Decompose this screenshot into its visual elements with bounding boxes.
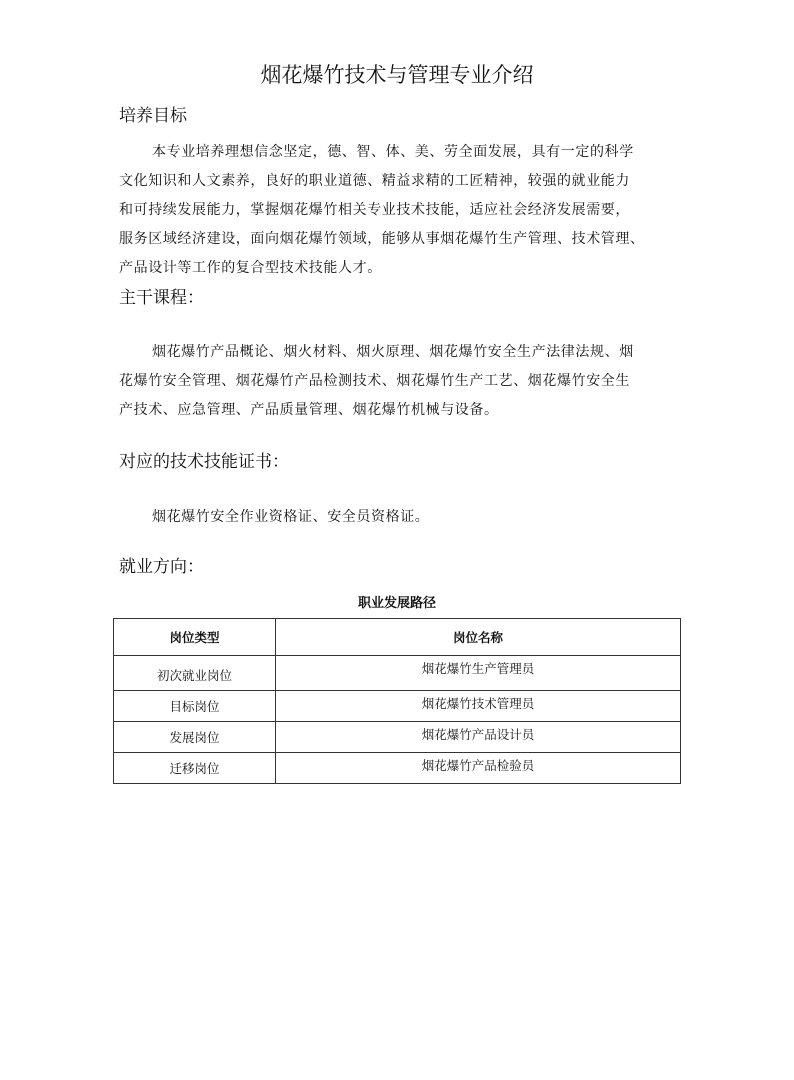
table-cell-position-name: 烟花爆竹生产管理员: [276, 656, 681, 691]
courses-paragraph: [119, 338, 679, 425]
certificates-paragraph: [119, 503, 679, 532]
document-title: 烟花爆竹技术与管理专业介绍: [260, 63, 534, 87]
goal-line: 文化知识和人文素养，良好的职业道德、精益求精的工匠精神，较强的就业能力: [119, 173, 630, 189]
courses-line: 花爆竹安全管理、烟花爆竹产品检测技术、烟花爆竹生产工艺、烟花爆竹安全生: [119, 373, 630, 389]
table-caption: 职业发展路径: [357, 596, 436, 611]
goal-line: 本专业培养理想信念坚定，德、智、体、美、劳全面发展，具有一定的科学: [152, 144, 634, 160]
table-cell-position-name: 烟花爆竹产品设计员: [276, 722, 681, 753]
section-heading-employment: 就业方向：: [119, 557, 204, 577]
table-header-cell: 岗位类型: [114, 619, 276, 656]
table-header-cell: 岗位名称: [276, 619, 681, 656]
certificates-line: 烟花爆竹安全作业资格证、安全员资格证。: [152, 509, 430, 525]
courses-line: 烟花爆竹产品概论、烟火材料、烟火原理、烟花爆竹安全生产法律法规、烟: [152, 344, 634, 360]
goal-line: 和可持续发展能力，掌握烟花爆竹相关专业技术技能，适应社会经济发展需要，: [119, 202, 630, 218]
table-cell-position-name: 烟花爆竹产品检验员: [276, 753, 681, 784]
table-cell-position-name: 烟花爆竹技术管理员: [276, 691, 681, 722]
table-cell-position-type: 初次就业岗位: [114, 656, 276, 691]
table-cell-position-type: 迁移岗位: [114, 753, 276, 784]
section-heading-certificates: 对应的技术技能证书：: [119, 452, 289, 472]
table-row: [114, 656, 681, 691]
career-path-table: [113, 618, 681, 784]
table-cell-position-type: 目标岗位: [114, 691, 276, 722]
table-row: [114, 691, 681, 722]
section-heading-courses: 主干课程：: [119, 288, 204, 308]
table-row: [114, 753, 681, 784]
table-row: [114, 722, 681, 753]
table-header-row: [114, 619, 681, 656]
goal-line: 产品设计等工作的复合型技术技能人才。: [119, 260, 382, 276]
section-heading-goal: 培养目标: [119, 106, 187, 126]
goal-paragraph: [119, 138, 679, 283]
goal-line: 服务区域经济建设，面向烟花爆竹领域，能够从事烟花爆竹生产管理、技术管理、: [119, 231, 645, 247]
courses-line: 产技术、应急管理、产品质量管理、烟花爆竹机械与设备。: [119, 402, 499, 418]
table-cell-position-type: 发展岗位: [114, 722, 276, 753]
